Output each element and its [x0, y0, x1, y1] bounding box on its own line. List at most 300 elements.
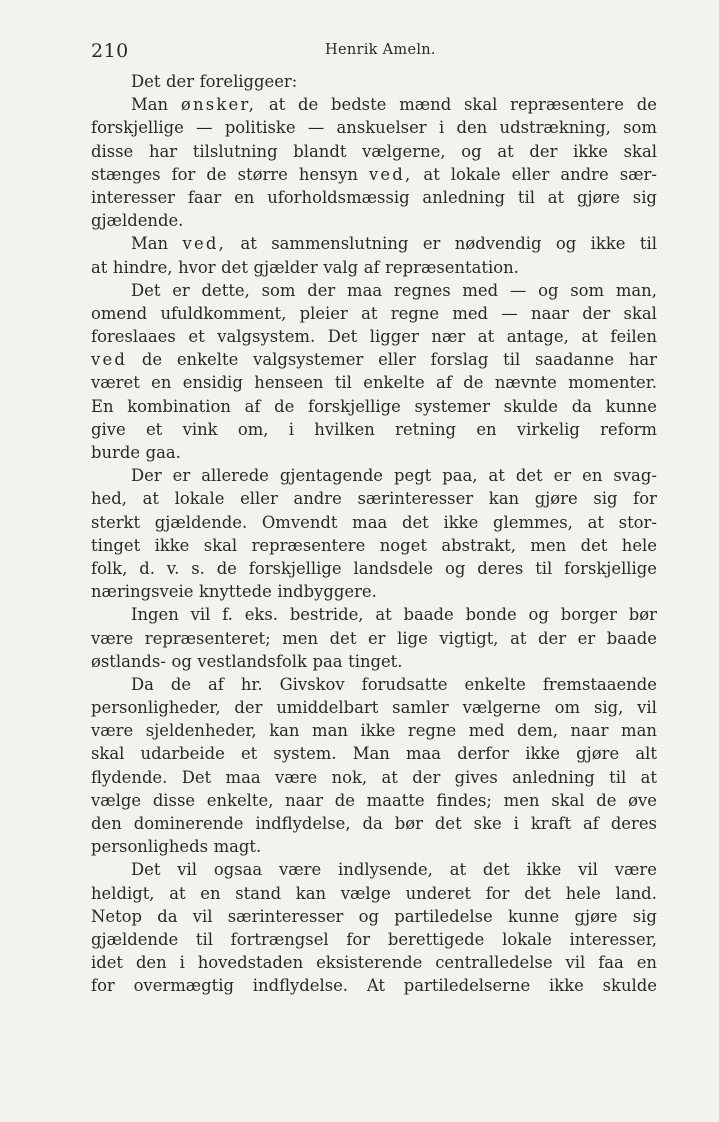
body-text	[91, 70, 657, 998]
word: der	[582, 303, 611, 323]
word: er	[422, 234, 441, 254]
word: det	[515, 466, 543, 486]
word: at	[587, 512, 604, 532]
word: for	[171, 164, 196, 184]
word: med	[468, 721, 505, 741]
word: gjentagende	[279, 466, 384, 486]
word: derfor	[457, 744, 510, 764]
word: sammenslutning	[271, 234, 409, 254]
word: kan	[269, 721, 300, 741]
word: af	[583, 814, 599, 833]
word: man	[621, 721, 657, 741]
word: at	[423, 164, 440, 184]
word: anledning	[512, 767, 595, 787]
text-line	[91, 974, 657, 997]
word: til	[195, 929, 213, 949]
word: repræsentere	[510, 95, 624, 115]
word: sær-	[619, 164, 657, 184]
text-line	[91, 302, 657, 325]
word: skulde	[602, 976, 657, 996]
word: for	[346, 929, 371, 949]
word: for	[485, 883, 510, 903]
word: disse	[152, 790, 196, 810]
word: de	[463, 373, 484, 393]
word: skal	[463, 95, 498, 115]
word: dem,	[517, 721, 558, 741]
word: sig	[632, 187, 657, 207]
word: centralledelse	[435, 953, 553, 973]
word: repræsentation.	[385, 257, 519, 277]
word: lokale	[502, 929, 552, 949]
word: det	[482, 860, 510, 880]
word: sterkt	[91, 512, 141, 532]
word: der	[538, 628, 567, 648]
word: til	[609, 767, 627, 787]
word: være	[91, 628, 134, 648]
word: f.	[222, 605, 233, 625]
word: skal	[551, 790, 585, 810]
word: man	[312, 721, 348, 741]
word: hele	[621, 535, 657, 555]
word: repræsenteret;	[144, 628, 271, 648]
word: men	[530, 535, 567, 555]
word: Givskov	[279, 674, 345, 694]
word: ligger	[369, 327, 419, 347]
word: næringsveie	[91, 582, 194, 602]
word: valgsystemer	[253, 350, 364, 370]
word: hed,	[91, 489, 127, 509]
word: virkelig	[516, 419, 580, 439]
word: faa	[598, 953, 624, 973]
word: ikke	[526, 860, 562, 880]
word: skal	[623, 303, 657, 323]
word: at	[547, 187, 565, 207]
word: lokale	[174, 489, 225, 509]
word: ikke	[590, 234, 626, 254]
word: at	[361, 303, 378, 323]
word: at	[640, 767, 657, 787]
word: tilslutning	[192, 141, 278, 161]
word: gjøre	[576, 187, 620, 207]
word: enkelte,	[206, 790, 274, 810]
word: enkelte	[464, 674, 526, 694]
word: Der	[131, 466, 162, 486]
word: foreliggeer:	[199, 72, 298, 91]
word: de	[298, 95, 319, 115]
word: og	[555, 234, 577, 254]
word: det	[221, 257, 248, 277]
word: ensidig	[182, 373, 243, 393]
word: i	[288, 419, 294, 439]
word: eksisterende	[316, 953, 423, 973]
word: kunne	[605, 396, 657, 416]
text-line	[91, 70, 657, 93]
word: der	[529, 141, 558, 161]
word: mænd	[399, 95, 452, 115]
word: paa,	[442, 466, 478, 486]
word: sjeldenheder,	[145, 721, 257, 741]
word: andre	[560, 164, 609, 184]
word: være	[91, 721, 134, 741]
page-number: 210	[91, 40, 129, 62]
word: regne	[390, 303, 440, 323]
word: faar	[187, 187, 222, 207]
word: er	[367, 628, 386, 648]
text-line	[91, 186, 657, 209]
word: foreslaaes	[91, 327, 176, 347]
word: være	[614, 860, 657, 880]
text-line	[91, 627, 657, 650]
word: ufuldkomment,	[160, 303, 287, 323]
word: en	[476, 419, 497, 439]
word: gjældende.	[154, 512, 248, 532]
word: det	[329, 628, 357, 648]
word: heldigt,	[91, 883, 155, 903]
word: forslag	[430, 350, 489, 370]
word: lokale	[450, 164, 501, 184]
word: ikke	[573, 141, 608, 161]
word: naar	[570, 721, 609, 741]
word: vælge	[91, 790, 142, 810]
word: knyttede	[198, 582, 272, 602]
word: som	[261, 280, 296, 300]
word: at	[268, 95, 286, 115]
text-line	[91, 325, 657, 348]
word: ikke	[443, 512, 479, 532]
word: gjøre	[576, 744, 620, 764]
word: ikke	[154, 535, 190, 555]
word: det	[524, 883, 551, 903]
word: som	[570, 280, 605, 300]
word: hvor	[178, 257, 216, 277]
word: sig	[593, 489, 618, 509]
word: stand	[235, 883, 282, 903]
word: Da	[131, 674, 154, 694]
word: være	[279, 860, 322, 880]
word: At	[366, 976, 385, 996]
word: udarbeide	[140, 744, 225, 764]
word: flydende.	[91, 767, 168, 787]
word: at	[510, 628, 527, 648]
word: er	[172, 280, 190, 300]
word: vil	[578, 860, 598, 880]
word: vælgerne,	[362, 141, 446, 161]
word: forskjellige	[564, 558, 657, 578]
word: forskjellige	[248, 558, 342, 578]
word: bør	[628, 605, 657, 625]
word: det	[580, 535, 608, 555]
text-line	[91, 766, 657, 789]
text-line	[91, 603, 657, 626]
text-line	[91, 256, 657, 279]
word: umiddelbart	[276, 698, 379, 718]
word: abstrakt,	[441, 535, 516, 555]
word: de	[170, 674, 192, 694]
word: valg	[323, 257, 359, 277]
word: østlands-	[91, 651, 166, 671]
word: antage,	[506, 327, 569, 347]
word: Ingen	[131, 605, 179, 625]
word: den	[91, 814, 122, 833]
word: indflydelse,	[255, 814, 351, 833]
word: en	[151, 373, 172, 393]
text-line	[91, 719, 657, 742]
word: maa	[225, 767, 261, 787]
word: de	[141, 350, 163, 370]
word: eller	[378, 350, 416, 370]
word: findes;	[436, 790, 492, 810]
word: naar	[531, 303, 569, 323]
word: skal	[203, 535, 238, 555]
word: kraft	[530, 814, 572, 833]
text-line	[91, 673, 657, 696]
word: man,	[615, 280, 657, 300]
word: politiske	[224, 118, 296, 138]
text-line	[91, 511, 657, 534]
word: eks.	[244, 605, 278, 625]
word: at	[91, 257, 108, 277]
word: saadanne	[534, 350, 615, 370]
word: lige	[397, 628, 428, 648]
word: personligheder,	[91, 698, 221, 718]
word: særinteresser	[227, 906, 344, 926]
text-line	[91, 650, 657, 673]
word: sig,	[593, 698, 624, 718]
word: til	[517, 187, 535, 207]
word: ved	[91, 350, 128, 370]
word: En	[91, 396, 114, 416]
text-line	[91, 905, 657, 928]
word: overmægtig	[133, 976, 234, 996]
word: regnes	[393, 280, 451, 300]
word: enkelte	[363, 373, 425, 393]
word: underet	[405, 883, 472, 903]
word: særinteresser	[357, 489, 474, 509]
word: der	[166, 72, 195, 91]
word: sig	[632, 906, 657, 926]
word: en	[234, 187, 255, 207]
word: Det	[131, 280, 161, 300]
word: ikke	[549, 976, 584, 996]
word: deres	[610, 814, 657, 833]
word: enkelte	[176, 350, 239, 370]
word: landsdele	[353, 558, 434, 578]
word: anledning	[422, 187, 506, 207]
word: nævnte	[494, 373, 557, 393]
word: Det	[131, 72, 161, 91]
word: at	[375, 605, 392, 625]
word: vil	[637, 698, 657, 718]
word: til	[334, 373, 352, 393]
word: disse	[91, 141, 134, 161]
word: til	[503, 350, 521, 370]
word: om	[554, 698, 581, 718]
word: et	[145, 419, 163, 439]
word: blandt	[293, 141, 347, 161]
word: henseen	[254, 373, 324, 393]
word: maa	[347, 280, 383, 300]
word: de	[216, 558, 237, 578]
text-line	[91, 835, 657, 858]
text-line	[91, 696, 657, 719]
word: vil	[192, 906, 213, 926]
word: dominerende	[133, 814, 244, 833]
word: kunne	[507, 906, 560, 926]
word: da	[157, 906, 178, 926]
word: er	[553, 466, 572, 486]
word: være	[275, 767, 318, 787]
word: noget	[379, 535, 427, 555]
word: maa	[405, 744, 442, 764]
word: ønsker,	[180, 95, 257, 115]
word: vil	[190, 605, 211, 625]
word: de	[206, 164, 227, 184]
word: anskuelser	[336, 118, 427, 138]
word: gjælder	[253, 257, 318, 277]
word: Man	[131, 234, 169, 254]
word: allerede	[201, 466, 269, 486]
word: interesser,	[569, 929, 657, 949]
word: uforholdsmæssig	[267, 187, 410, 207]
word: samler	[392, 698, 449, 718]
word: indlysende,	[338, 860, 433, 880]
word: hr.	[240, 674, 263, 694]
word: og	[358, 906, 380, 926]
text-line	[91, 279, 657, 302]
word: at	[488, 466, 505, 486]
word: da	[571, 396, 592, 416]
word: kan	[488, 489, 520, 509]
word: ved,	[182, 234, 227, 254]
word: indbyggere.	[277, 582, 377, 602]
text-line	[91, 395, 657, 418]
word: vælgerne	[462, 698, 541, 718]
word: baade	[606, 628, 657, 648]
word: men	[282, 628, 319, 648]
word: at	[497, 141, 514, 161]
word: berettigede	[387, 929, 485, 949]
word: en	[200, 883, 221, 903]
word: Netop	[91, 906, 142, 926]
word: indflydelse.	[252, 976, 349, 996]
word: partiledelse	[394, 906, 493, 926]
word: med	[452, 303, 489, 323]
text-line	[91, 534, 657, 557]
word: som	[623, 118, 657, 138]
word: d.	[139, 558, 155, 578]
word: forskjellige	[91, 118, 184, 138]
word: det	[401, 512, 429, 532]
word: Man	[131, 95, 169, 115]
word: idet	[91, 953, 124, 973]
word: den	[135, 953, 167, 973]
text-line	[91, 464, 657, 487]
word: pegt	[394, 466, 432, 486]
word: bør	[394, 814, 423, 833]
word: øve	[628, 790, 657, 810]
word: der	[307, 280, 336, 300]
text-line	[91, 580, 657, 603]
text-line	[91, 487, 657, 510]
word: er	[172, 466, 191, 486]
word: valgsystem.	[217, 327, 316, 347]
word: har	[628, 350, 657, 370]
word: det	[434, 814, 462, 833]
word: feilen	[610, 327, 657, 347]
word: baade	[403, 605, 454, 625]
word: —	[501, 303, 518, 323]
word: er	[577, 628, 596, 648]
word: de	[596, 790, 617, 810]
word: land.	[615, 883, 657, 903]
word: bedste	[331, 95, 387, 115]
word: Omvendt	[261, 512, 338, 532]
word: paa	[312, 651, 343, 671]
text-line	[91, 858, 657, 881]
word: vigtigt,	[439, 628, 499, 648]
word: der	[412, 767, 441, 787]
text-line	[91, 209, 657, 232]
word: tinget	[91, 535, 141, 555]
word: Det	[131, 860, 161, 880]
word: en	[582, 466, 603, 486]
text-line	[91, 441, 657, 464]
word: en	[636, 953, 657, 973]
text-line	[91, 928, 657, 951]
word: gjældende	[91, 929, 179, 949]
word: regne	[407, 721, 457, 741]
word: vink	[182, 419, 218, 439]
word: i	[179, 953, 185, 973]
word: af	[436, 373, 452, 393]
word: hensyn	[298, 164, 358, 184]
word: og	[461, 141, 482, 161]
word: —	[307, 118, 325, 138]
word: til	[639, 234, 657, 254]
word: eller	[511, 164, 550, 184]
word: hovedstaden	[197, 953, 304, 973]
word: tinget.	[348, 651, 403, 671]
word: vestlandsfolk	[197, 651, 307, 671]
text-line	[91, 232, 657, 255]
word: retning	[395, 419, 457, 439]
word: skal	[623, 141, 657, 161]
word: vælge	[340, 883, 391, 903]
word: af	[244, 396, 261, 416]
word: gjøre	[534, 489, 578, 509]
word: fortrængsel	[230, 929, 329, 949]
word: ogsaa	[213, 860, 263, 880]
word: et	[240, 744, 258, 764]
word: —	[196, 118, 213, 138]
word: maatte	[366, 790, 425, 810]
text-line	[91, 140, 657, 163]
word: og	[171, 651, 192, 671]
page-header	[91, 38, 657, 68]
text-line	[91, 742, 657, 765]
text-line	[91, 951, 657, 974]
word: at	[449, 860, 467, 880]
word: for	[91, 976, 115, 996]
word: at	[477, 327, 495, 347]
word: give	[91, 419, 126, 439]
word: og	[538, 280, 559, 300]
word: gives	[454, 767, 498, 787]
word: glemmes,	[493, 512, 573, 532]
text-line	[91, 93, 657, 116]
word: nær	[431, 327, 466, 347]
word: at	[240, 234, 257, 254]
